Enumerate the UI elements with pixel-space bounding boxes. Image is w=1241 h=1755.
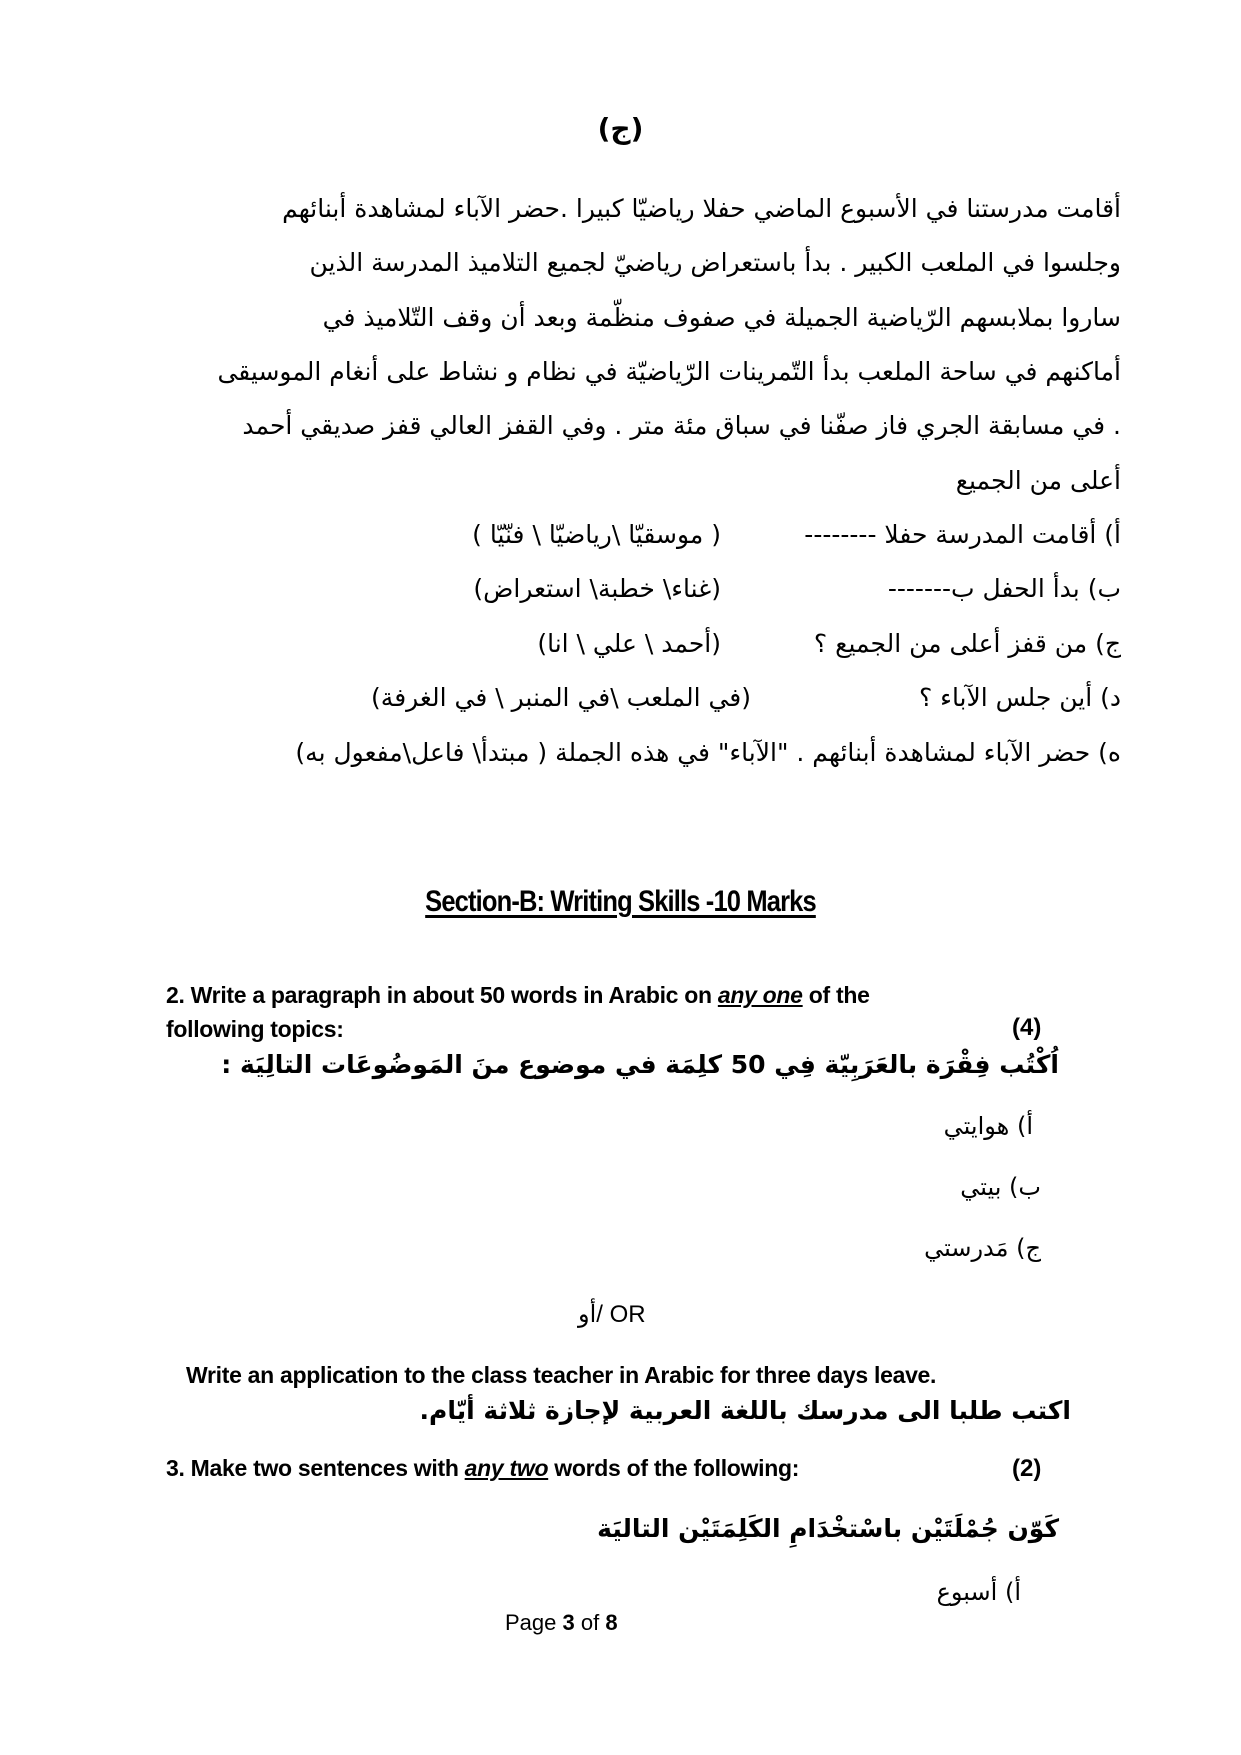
question-label: ج)	[1095, 629, 1121, 658]
passage-line: ساروا بملابسهم الرّياضية الجميلة في صفوف منظّمة وبعد أن وقف التّلاميذ في	[322, 303, 1121, 332]
q3-emphasis: any two	[464, 1455, 549, 1481]
question-label: أ)	[1104, 520, 1121, 549]
section-letter-heading: (ج)	[597, 112, 644, 145]
topic-text: مَدرستي	[924, 1234, 1009, 1262]
q2-prompt-line1	[166, 982, 870, 1009]
q2-prompt-line2: following topics:	[166, 1016, 344, 1042]
question-text: أين جلس الآباء ؟	[918, 683, 1093, 712]
question-text: من قفز أعلى من الجميع ؟	[813, 629, 1088, 658]
topic-item	[944, 1112, 1033, 1140]
q3-prompt	[166, 1455, 799, 1482]
question-item	[888, 576, 1121, 601]
q3-marks: (2)	[1012, 1455, 1042, 1482]
page-footer	[505, 1610, 618, 1636]
section-b-heading	[93, 885, 1148, 919]
topic-item	[960, 1173, 1041, 1201]
word-text: أسبوع	[936, 1578, 998, 1606]
q2-marks: (4)	[1012, 1014, 1042, 1041]
question-item	[814, 631, 1121, 656]
question-text: بدأ الحفل ب-------	[887, 574, 1080, 603]
current-page-number: 3	[562, 1610, 575, 1635]
passage-line: أقامت مدرستنا في الأسبوع الماضي حفلا رياضيّا كبيرا .حضر الآباء لمشاهدة أبنائهم	[282, 194, 1121, 223]
q2-text: of the	[802, 982, 870, 1008]
passage-line: أعلى من الجميع	[955, 466, 1121, 495]
q2-alternative-english: Write an application to the class teacher in Arabic for three days leave.	[186, 1362, 937, 1388]
topic-label: أ)	[1016, 1112, 1033, 1140]
question-text: أقامت المدرسة حفلا --------	[804, 520, 1097, 549]
question-text: حضر الآباء لمشاهدة أبنائهم . "الآباء" في هذه الجملة ( مبتدأ\ فاعل\مفعول به)	[295, 738, 1091, 767]
question-options: (أحمد \ علي \ انا)	[537, 629, 721, 658]
total-page-count: 8	[605, 1610, 618, 1635]
word-item	[937, 1578, 1021, 1606]
q3-arabic-instruction: كَوّن جُمْلَتَيْن باسْتخْدَامِ الكَلِمَتَيْن التاليَة	[597, 1514, 1059, 1543]
footer-prefix: Page	[505, 1610, 557, 1635]
topic-label: ب)	[1009, 1173, 1041, 1201]
question-item	[804, 522, 1121, 547]
topic-label: ج)	[1016, 1234, 1041, 1262]
topic-text: هوايتي	[943, 1112, 1010, 1140]
question-options: (غناء\ خطبة\ استعراض)	[473, 574, 721, 603]
question-item	[919, 685, 1121, 710]
q2-alternative-arabic: اكتب طلبا الى مدرسك باللغة العربية لإجازة ثلاثة أيّام.	[419, 1396, 1071, 1425]
passage-line: أماكنهم في ساحة الملعب بدأ التّمرينات الرّياضيّة في نظام و نشاط على أنغام الموسيقى	[217, 357, 1121, 386]
question-item	[295, 740, 1121, 765]
word-label: أ)	[1004, 1578, 1021, 1606]
question-label: ه)	[1098, 738, 1121, 767]
or-separator: أو/ OR	[578, 1301, 646, 1328]
topic-text: بيتي	[960, 1173, 1002, 1201]
topic-item	[924, 1234, 1041, 1262]
question-options: (في الملعب \في المنبر \ في الغرفة)	[371, 683, 751, 712]
q3-text: words of the following:	[548, 1455, 800, 1481]
passage-line: . في مسابقة الجري فاز صفّنا في سباق مئة متر . وفي القفز العالي قفز صديقي أحمد	[242, 411, 1121, 440]
q2-emphasis: any one	[717, 982, 803, 1008]
q2-arabic-instruction: اُكْتُب فِقْرَة بالعَرَبِيّة فِي 50 كلِمَة في موضوع منَ المَوضُوعَات التالِيَة :	[221, 1050, 1059, 1079]
question-options: ( موسقيّا \رياضيّا \ فنّيّا )	[472, 520, 721, 549]
q3-text: 3. Make two sentences with	[166, 1455, 465, 1481]
footer-of: of	[580, 1610, 600, 1635]
passage-line: وجلسوا في الملعب الكبير . بدأ باستعراض رياضيّ لجميع التلاميذ المدرسة الذين	[309, 248, 1121, 277]
section-b-title: Section-B: Writing Skills -10 Marks	[425, 885, 816, 918]
question-label: د)	[1100, 683, 1121, 712]
q2-text: 2. Write a paragraph in about 50 words in Arabic on	[166, 982, 718, 1008]
question-label: ب)	[1087, 574, 1121, 603]
